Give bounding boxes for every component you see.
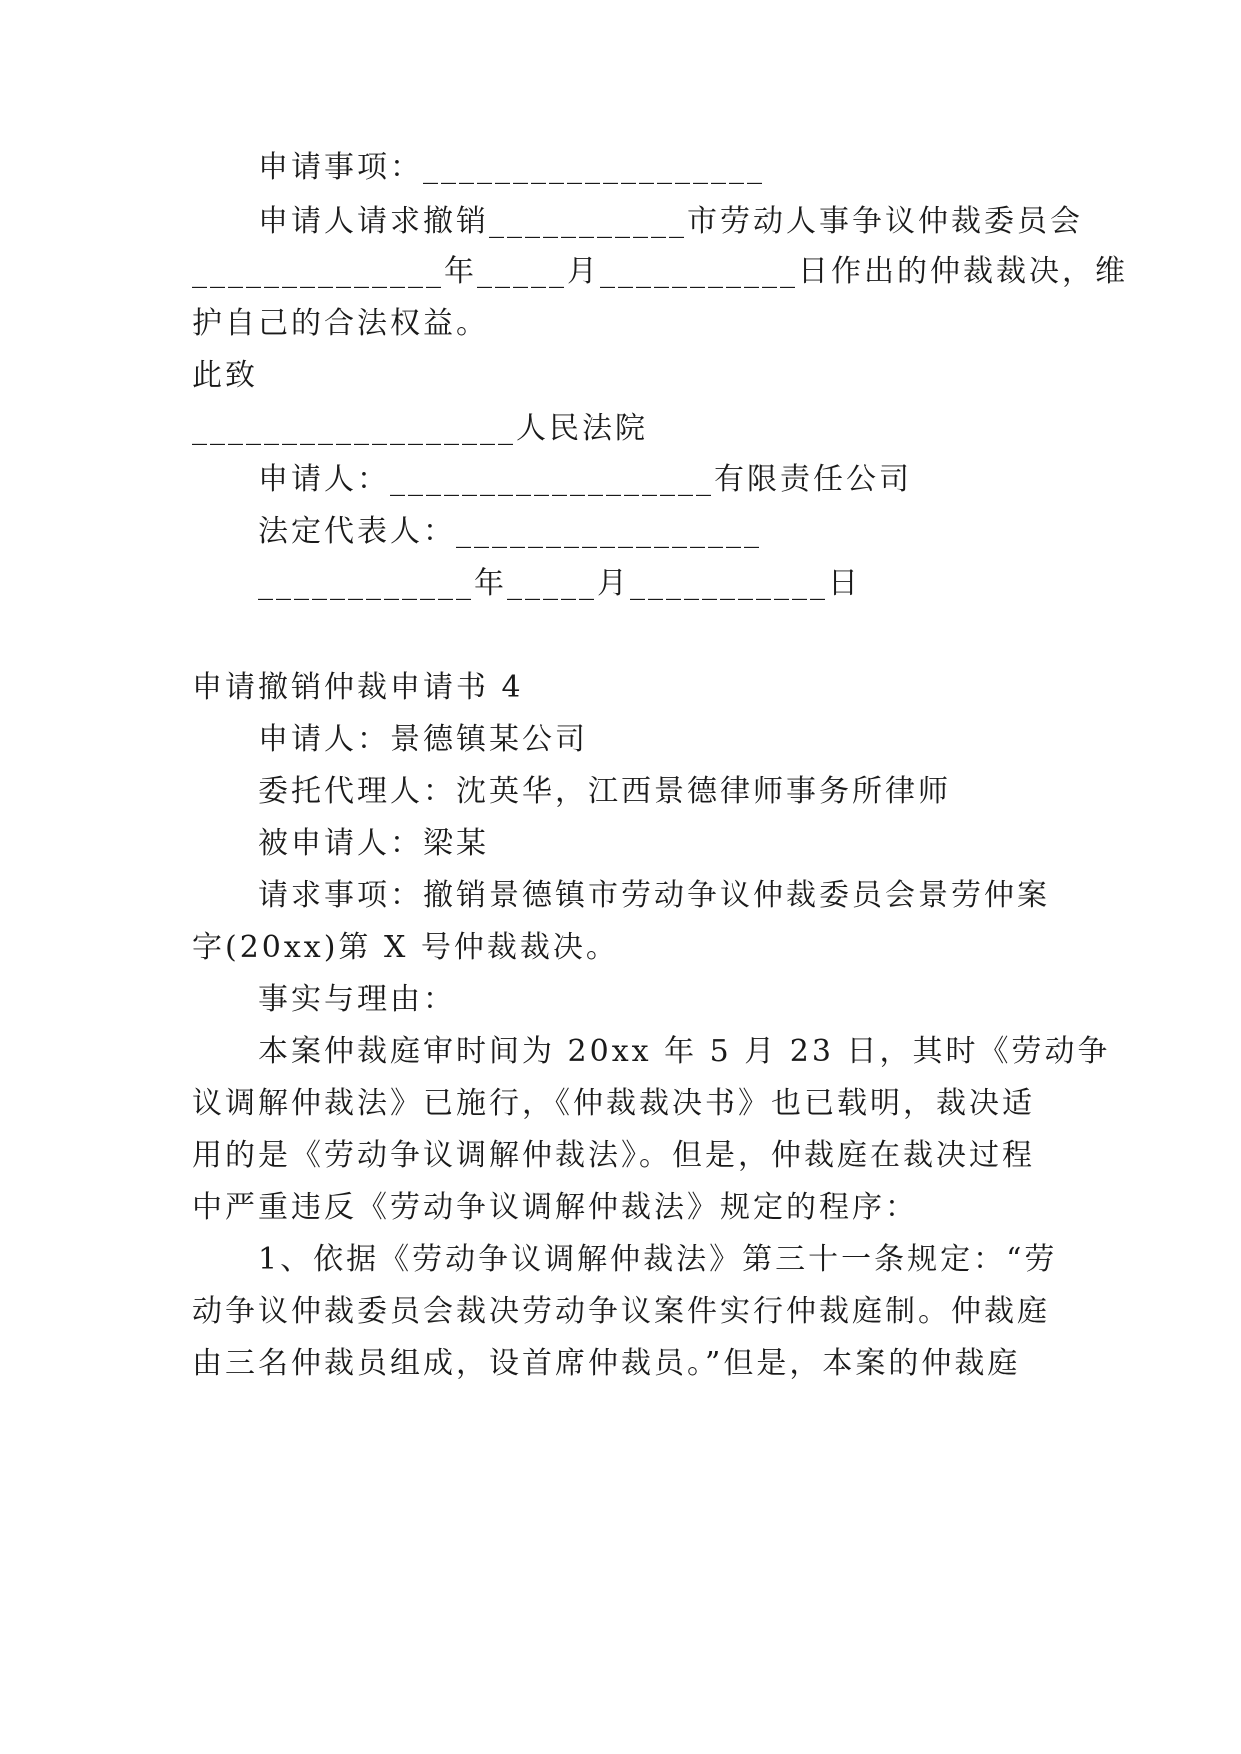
salutation-line: 此致	[192, 358, 258, 393]
facts-paragraph-line-2: 议调解仲裁法》已施行，《仲裁裁决书》也已载明，裁决适	[192, 1086, 1035, 1121]
rights-line: 护自己的合法权益。	[192, 306, 489, 341]
section-title: 申请撤销仲裁申请书 4	[192, 670, 524, 705]
point-one-line-3: 由三名仲裁员组成，设首席仲裁员。”但是，本案的仲裁庭	[192, 1346, 1021, 1381]
facts-paragraph-line-4: 中严重违反《劳动争议调解仲裁法》规定的程序：	[192, 1190, 918, 1225]
facts-paragraph-line-3: 用的是《劳动争议调解仲裁法》。但是，仲裁庭在裁决过程	[192, 1138, 1035, 1173]
revoke-request-line: 申请人请求撤销___________市劳动人事争议仲裁委员会	[258, 204, 1083, 239]
applicant-company-line: 申请人：__________________有限责任公司	[258, 462, 912, 497]
agent-line: 委托代理人：沈英华，江西景德律师事务所律师	[258, 774, 951, 809]
request-continued-line: 字(20xx)第 X 号仲裁裁决。	[192, 930, 619, 965]
legal-representative-line: 法定代表人：_________________	[258, 514, 762, 549]
facts-heading: 事实与理由：	[258, 982, 456, 1017]
award-date-line: ______________年_____月___________日作出的仲裁裁决，维	[192, 254, 1128, 289]
facts-paragraph-line-1: 本案仲裁庭审时间为 20xx 年 5 月 23 日，其时《劳动争	[258, 1034, 1111, 1069]
signature-date-line: ____________年_____月___________日	[258, 566, 861, 601]
application-matters-line: 申请事项：___________________	[258, 150, 765, 185]
court-line: __________________人民法院	[192, 411, 648, 446]
respondent-line: 被申请人：梁某	[258, 826, 489, 861]
applicant-line: 申请人：景德镇某公司	[258, 722, 588, 757]
point-one-line-2: 动争议仲裁委员会裁决劳动争议案件实行仲裁庭制。仲裁庭	[192, 1294, 1050, 1329]
request-line: 请求事项：撤销景德镇市劳动争议仲裁委员会景劳仲案	[258, 878, 1050, 913]
point-one-line-1: 1、依据《劳动争议调解仲裁法》第三十一条规定：“劳	[258, 1242, 1058, 1277]
